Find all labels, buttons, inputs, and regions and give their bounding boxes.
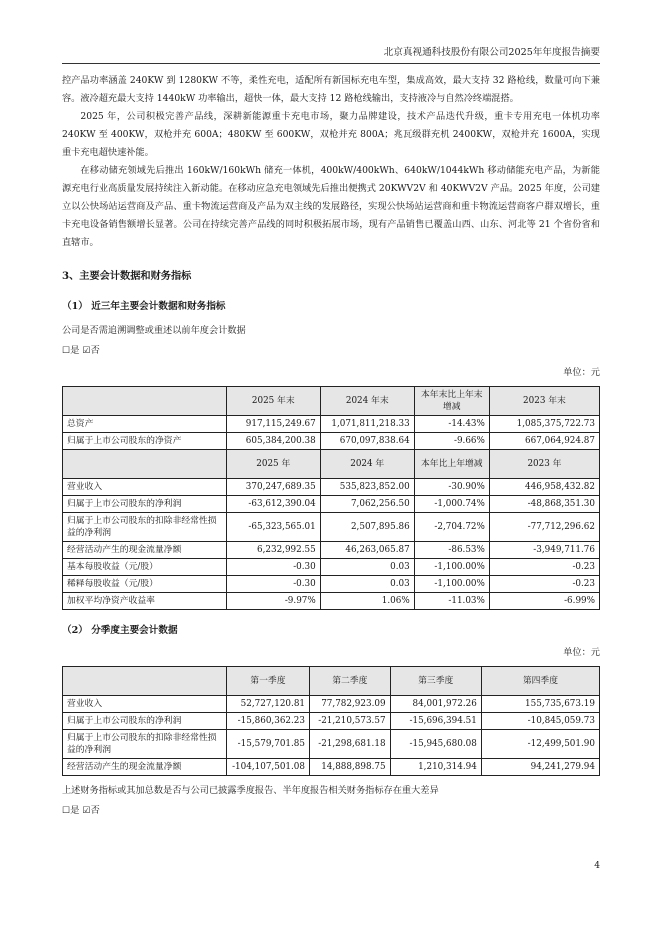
value-cell: 535,823,852.00 xyxy=(320,479,414,496)
value-cell: -1,000.74% xyxy=(414,496,489,513)
table-header-cell: 第一季度 xyxy=(226,667,309,696)
value-cell: 446,958,432.82 xyxy=(489,479,599,496)
table-header-cell: 第四季度 xyxy=(481,667,599,696)
table-header-cell: 2025 年末 xyxy=(226,387,320,416)
discrepancy-answer: ☐是 ☑否 xyxy=(62,805,100,816)
value-cell: -9.66% xyxy=(414,433,489,450)
table-row xyxy=(63,713,600,730)
value-cell: -12,499,501.90 xyxy=(481,730,599,759)
value-cell: -14.43% xyxy=(414,416,489,433)
value-cell: 667,064,924.87 xyxy=(489,433,599,450)
table-row xyxy=(63,433,600,450)
value-cell: -0.23 xyxy=(489,576,599,593)
value-cell: 155,735,673.19 xyxy=(481,696,599,713)
subsection-2-title: （2） 分季度主要会计数据 xyxy=(62,625,178,636)
value-cell: -30.90% xyxy=(414,479,489,496)
value-cell: -3,949,711.76 xyxy=(489,542,599,559)
table-row xyxy=(63,696,600,713)
row-label: 加权平均净资产收益率 xyxy=(63,593,227,610)
table-header-cell xyxy=(63,450,227,479)
value-cell: 0.03 xyxy=(320,559,414,576)
value-cell: 0.03 xyxy=(320,576,414,593)
value-cell: 84,001,972.26 xyxy=(390,696,481,713)
page-header xyxy=(62,46,600,64)
value-cell: 94,241,279.94 xyxy=(481,759,599,776)
value-cell: -2,704.72% xyxy=(414,513,489,542)
table-header-cell: 2023 年 xyxy=(489,450,599,479)
section-title: 3、主要会计数据和财务指标 xyxy=(62,270,192,282)
row-label: 营业收入 xyxy=(63,479,227,496)
row-label: 经营活动产生的现金流量净额 xyxy=(63,542,227,559)
value-cell: -48,868,351.30 xyxy=(489,496,599,513)
table-header-cell xyxy=(63,667,227,696)
table-row xyxy=(63,730,600,759)
unit-label-2: 单位：元 xyxy=(563,647,600,658)
value-cell: 670,097,838.64 xyxy=(320,433,414,450)
table-row xyxy=(63,513,600,542)
value-cell: -10,845,059.73 xyxy=(481,713,599,730)
table-header-cell xyxy=(63,387,227,416)
table-header-row xyxy=(63,387,600,416)
table-row xyxy=(63,542,600,559)
quarterly-financial-table xyxy=(62,666,600,776)
table-header-cell: 2024 年末 xyxy=(320,387,414,416)
table-row xyxy=(63,759,600,776)
page-content xyxy=(62,72,600,820)
row-label: 经营活动产生的现金流量净额 xyxy=(63,759,227,776)
value-cell: -9.97% xyxy=(226,593,320,610)
table-row xyxy=(63,576,600,593)
row-label: 稀释每股收益（元/股） xyxy=(63,576,227,593)
intro-paragraph-3: 在移动储充领域先后推出 160kW/160kWh 储充一体机，400kW/400kWh、640kW/1044kWh 移动储能充电产品，为新能源充电行业高质量发展持续注入新动能。在移动应急充电领域先后推出便携式 20KWV2V 和 40KWV2V 产品。2025 年度，公司建立以公快场站运营商及产品、重卡物流运营商及产品为双主线的发展路径，实现公快场站运营商和重卡物流运营商客户群双增长，重卡充电设备销售额增长显著。公司在持续完善产品线的同时积极拓展市场，现有产品销售已覆盖山西、山东、河北等 21 个省份省和直辖市。 xyxy=(62,165,600,248)
value-cell: 1,085,375,722.73 xyxy=(489,416,599,433)
row-label: 归属于上市公司股东的扣除非经常性损益的净利润 xyxy=(63,513,227,542)
value-cell: 6,232,992.55 xyxy=(226,542,320,559)
value-cell: -0.30 xyxy=(226,576,320,593)
table-header-cell: 2024 年 xyxy=(320,450,414,479)
intro-paragraph-2: 2025 年，公司积极完善产品线，深耕新能源重卡充电市场，聚力品牌建设，技术产品迭代升级，重卡专用充电一体机功率 240KW 至 400KW，双枪并充 600A；480KW 至 600KW，双枪并充 800A；兆瓦级群充机 2400KW，双枪并充 1600A，实现重卡充电超快速补能。 xyxy=(62,111,600,158)
value-cell: -15,696,394.51 xyxy=(390,713,481,730)
value-cell: -15,860,362.23 xyxy=(226,713,309,730)
value-cell: 52,727,120.81 xyxy=(226,696,309,713)
value-cell: 14,888,898.75 xyxy=(310,759,391,776)
value-cell: -65,323,565.01 xyxy=(226,513,320,542)
value-cell: 46,263,065.87 xyxy=(320,542,414,559)
value-cell: -11.03% xyxy=(414,593,489,610)
table-header-cell: 本年末比上年末增减 xyxy=(414,387,489,416)
table-row xyxy=(63,593,600,610)
table-header-cell: 第二季度 xyxy=(310,667,391,696)
row-label: 归属于上市公司股东的净利润 xyxy=(63,713,227,730)
table-row xyxy=(63,416,600,433)
value-cell: 1,071,811,218.33 xyxy=(320,416,414,433)
restatement-answer: ☐是 ☑否 xyxy=(62,345,100,356)
value-cell: -21,210,573.57 xyxy=(310,713,391,730)
value-cell: 370,247,689.35 xyxy=(226,479,320,496)
table-header-row xyxy=(63,450,600,479)
table-row xyxy=(63,479,600,496)
table-header-row xyxy=(63,667,600,696)
value-cell: -63,612,390.04 xyxy=(226,496,320,513)
value-cell: -0.30 xyxy=(226,559,320,576)
table-header-cell: 第三季度 xyxy=(390,667,481,696)
row-label: 归属于上市公司股东的净利润 xyxy=(63,496,227,513)
table-row xyxy=(63,559,600,576)
value-cell: -104,107,501.08 xyxy=(226,759,309,776)
value-cell: 77,782,923.09 xyxy=(310,696,391,713)
value-cell: -1,100.00% xyxy=(414,559,489,576)
value-cell: 1.06% xyxy=(320,593,414,610)
value-cell: -21,298,681.18 xyxy=(310,730,391,759)
table-header-cell: 本年比上年增减 xyxy=(414,450,489,479)
value-cell: -15,945,680.08 xyxy=(390,730,481,759)
value-cell: -0.23 xyxy=(489,559,599,576)
value-cell: -6.99% xyxy=(489,593,599,610)
table-header-cell: 2023 年末 xyxy=(489,387,599,416)
annual-financial-table xyxy=(62,386,600,610)
value-cell: 917,115,249.67 xyxy=(226,416,320,433)
value-cell: 7,062,256.50 xyxy=(320,496,414,513)
intro-paragraph-1: 控产品功率涵盖 240KW 到 1280KW 不等，柔性充电，适配所有新国标充电车型，集成高效，最大支持 32 路枪线，数量可向下兼容。液冷超充最大支持 1440kW 功率输出，超快一体，最大支持 12 路枪线输出，支持液冷与自然冷终端混搭。 xyxy=(62,75,600,104)
row-label: 归属于上市公司股东的净资产 xyxy=(63,433,227,450)
discrepancy-note: 上述财务指标或其加总数是否与公司已披露季度报告、半年度报告相关财务指标存在重大差异 xyxy=(62,785,439,796)
table-header-cell: 2025 年 xyxy=(226,450,320,479)
row-label: 营业收入 xyxy=(63,696,227,713)
value-cell: 2,507,895.86 xyxy=(320,513,414,542)
unit-label-1: 单位：元 xyxy=(563,367,600,378)
subsection-1-title: （1） 近三年主要会计数据和财务指标 xyxy=(62,301,226,312)
value-cell: 1,210,314.94 xyxy=(390,759,481,776)
restatement-question: 公司是否需追溯调整或重述以前年度会计数据 xyxy=(62,325,246,336)
row-label: 基本每股收益（元/股） xyxy=(63,559,227,576)
value-cell: -15,579,701.85 xyxy=(226,730,309,759)
value-cell: -77,712,296.62 xyxy=(489,513,599,542)
value-cell: -86.53% xyxy=(414,542,489,559)
header-title: 北京真视通科技股份有限公司2025年年度报告摘要 xyxy=(383,47,600,58)
value-cell: -1,100.00% xyxy=(414,576,489,593)
row-label: 归属于上市公司股东的扣除非经常性损益的净利润 xyxy=(63,730,227,759)
table-row xyxy=(63,496,600,513)
page-number: 4 xyxy=(594,861,600,871)
row-label: 总资产 xyxy=(63,416,227,433)
value-cell: 605,384,200.38 xyxy=(226,433,320,450)
